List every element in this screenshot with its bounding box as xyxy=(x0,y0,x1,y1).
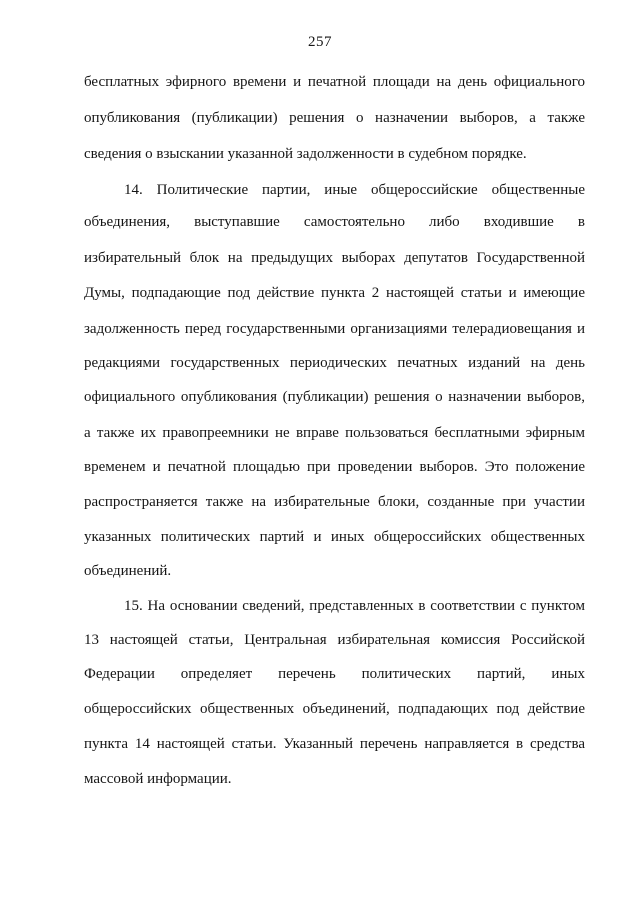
paragraph-1-line-3: сведения о взыскании указанной задолженности в судебном порядке. xyxy=(84,146,527,162)
paragraph-2-line-2: объединения, выступавшие самостоятельно либо входившие в xyxy=(84,214,585,230)
paragraph-2-line-10: распространяется также на избирательные блоки, созданные при участии xyxy=(84,494,585,510)
paragraph-2-line-4: Думы, подпадающие под действие пункта 2 настоящей статьи и имеющие xyxy=(84,285,585,301)
paragraph-2-line-12: объединений. xyxy=(84,563,172,579)
paragraph-2-line-6: редакциями государственных периодических печатных изданий на день xyxy=(84,355,585,371)
paragraph-3-line-5: пункта 14 настоящей статьи. Указанный перечень направляется в средства xyxy=(84,736,585,752)
paragraph-1-line-1: бесплатных эфирного времени и печатной площади на день официального xyxy=(84,74,585,90)
paragraph-3-line-6: массовой информации. xyxy=(84,771,232,787)
paragraph-2-line-1: 14. Политические партии, иные общероссийские общественные xyxy=(124,182,585,198)
paragraph-3-line-1: 15. На основании сведений, представленных в соответствии с пунктом xyxy=(124,598,585,614)
paragraph-2-line-3: избирательный блок на предыдущих выборах депутатов Государственной xyxy=(84,250,585,266)
paragraph-2-line-5: задолженность перед государственными организациями телерадиовещания и xyxy=(84,321,585,337)
paragraph-3-line-2: 13 настоящей статьи, Центральная избирательная комиссия Российской xyxy=(84,632,585,648)
paragraph-2-line-8: а также их правопреемники не вправе пользоваться бесплатными эфирным xyxy=(84,425,585,441)
paragraph-2-line-7: официального опубликования (публикации) решения о назначении выборов, xyxy=(84,389,585,405)
paragraph-1-line-2: опубликования (публикации) решения о назначении выборов, а также xyxy=(84,110,585,126)
page-number: 257 xyxy=(308,34,332,50)
paragraph-2-line-11: указанных политических партий и иных общероссийских общественных xyxy=(84,529,585,545)
paragraph-2-line-9: временем и печатной площадью при проведении выборов. Это положение xyxy=(84,459,585,475)
paragraph-3-line-3: Федерации определяет перечень политических партий, иных xyxy=(84,666,585,682)
paragraph-3-line-4: общероссийских общественных объединений, подпадающих под действие xyxy=(84,701,585,717)
